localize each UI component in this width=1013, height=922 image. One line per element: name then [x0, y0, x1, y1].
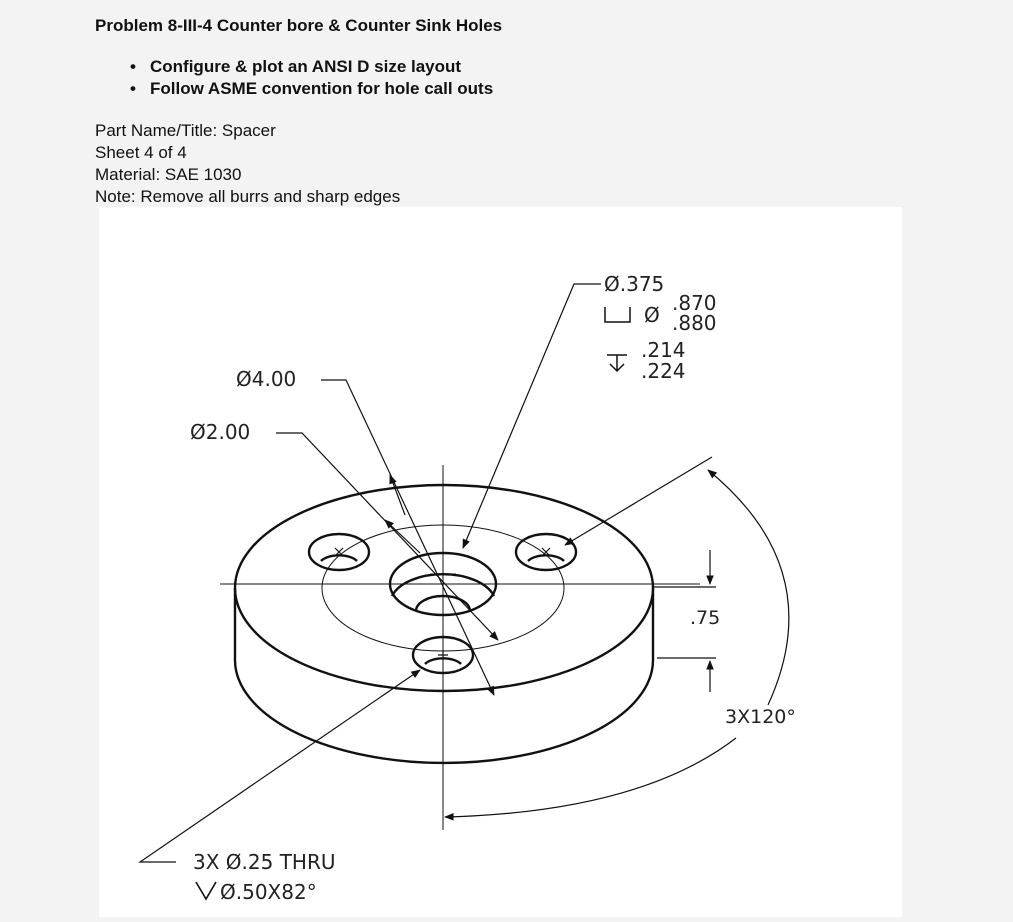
- height-label: .75: [690, 607, 721, 629]
- note: Note: Remove all burrs and sharp edges: [95, 187, 401, 206]
- leader-lines: [140, 284, 712, 862]
- center-hole-dia-label: Ø.375: [604, 272, 665, 296]
- problem-title: Problem 8-III-4 Counter bore & Counter Sink Holes: [95, 16, 503, 35]
- sheet-number: Sheet 4 of 4: [95, 143, 187, 162]
- center-lines: [220, 465, 700, 830]
- requirements-list: [130, 56, 493, 100]
- countersink-symbol: [196, 882, 216, 899]
- part-info: [95, 120, 400, 208]
- spacer-body: [235, 485, 653, 763]
- leader-outer-dia-back: [390, 475, 405, 515]
- cbore-dia-symbol: Ø: [644, 303, 660, 327]
- depth-symbol: [607, 355, 627, 371]
- counterbore-symbol: [605, 307, 630, 322]
- leader-callout: [140, 670, 420, 862]
- cbore-depth-lower-label: .224: [641, 359, 686, 383]
- angle-label: 3X120°: [725, 706, 796, 728]
- leader-center-hole: [463, 284, 601, 548]
- countersink-hole-left: [309, 534, 369, 570]
- leader-bolt-circle: [276, 433, 498, 640]
- cbore-dia-upper-label: .870: [672, 291, 717, 315]
- list-item: • Configure & plot an ANSI D size layout: [130, 56, 493, 78]
- angle-dimension: [445, 470, 789, 817]
- bolt-circle-dia-label: Ø2.00: [190, 420, 251, 444]
- material: Material: SAE 1030: [95, 165, 242, 184]
- hole-callout-csink: Ø.50X82°: [220, 880, 317, 904]
- cbore-depth-upper-label: .214: [641, 338, 686, 362]
- part-name: Part Name/Title: Spacer: [95, 121, 276, 140]
- outer-dia-label: Ø4.00: [236, 367, 297, 391]
- countersink-hole-right: [516, 534, 576, 570]
- spacer-drawing: [99, 207, 902, 917]
- technical-drawing-svg: [99, 207, 902, 917]
- list-item: • Follow ASME convention for hole call outs: [130, 78, 493, 100]
- cbore-dia-lower-label: .880: [672, 311, 717, 335]
- hole-callout-thru: 3X Ø.25 THRU: [193, 850, 336, 874]
- leader-right-hole: [565, 457, 712, 545]
